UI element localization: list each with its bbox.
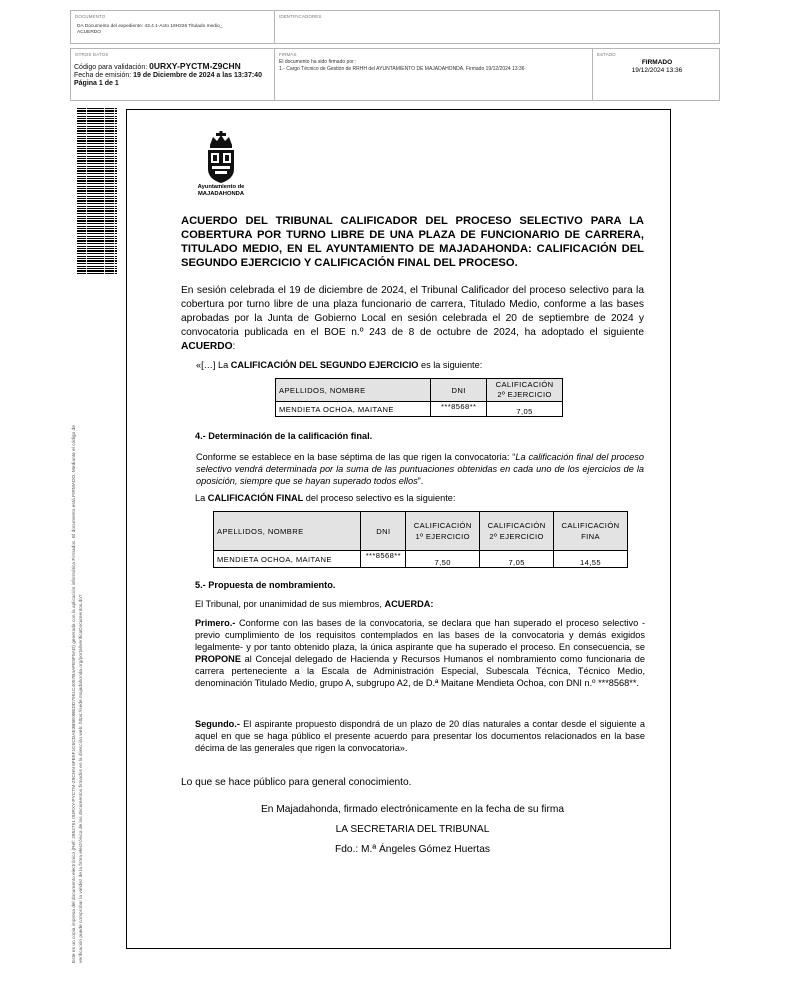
t1-name: MENDIETA OCHOA, MAITANE xyxy=(276,402,431,417)
signature-line3: Fdo.: M.ª Ángeles Gómez Huertas xyxy=(335,844,490,855)
signature-line2: LA SECRETARIA DEL TRIBUNAL xyxy=(335,824,490,835)
estado-date: 19/12/2024 13:36 xyxy=(631,67,683,74)
barcode xyxy=(77,108,117,276)
t2-first: 7,50 xyxy=(406,551,480,568)
emission-line: Fecha de emisión: 19 de Diciembre de 2024 a las 13:37:40 xyxy=(74,72,262,80)
t1-dni: ***8568** xyxy=(431,402,487,417)
segundo-paragraph: Segundo.- El aspirante propuesto dispondrá de un plazo de 20 días naturales a contar desde el siguiente a aquel en que se haga público el presente acuerdo para presentar los documentos relacionados en la base décima de las generales que rigen la convocatoria». xyxy=(195,719,645,753)
otros-datos-box xyxy=(70,48,275,101)
side-verification-text: Este es un copia impresa del documento electrónico (Ref: 2852761 0URXY-PYCTM-Z9CHN 6FE5F1C6CDAE3B5E0BEDD7951C4057B4AFE5F5AD) generada con la aplicación informática Firmadoc. El documento está FIRMADO. Mediante el código de verificación puede comprobar la validez de la firma electrónica de los documentos firmados en la dirección web: https://sede.majadahonda.org/portal/verificaDocumentos.do? xyxy=(72,425,84,963)
primero-paragraph: Primero.- Conforme con las bases de la convocatoria, se declara que han superado el proceso selectivo -previo cumplimiento de los requisitos contemplados en las bases de la convocatoria y demás exigidos legalmente- y por tanto obtenido plaza, la única aspirante que ha superado el proceso. En consecuencia, se PROPONE al Concejal delegado de Hacienda y Recursos Humanos el nombramiento como funcionaria de carrera perteneciente a la Escala de Administración Especial, Subescala Técnica, Técnico Medio, denominación Titulado Medio, grupo A, subgrupo A2, de D.ª Maitane Mendieta Ochoa, con DNI n.º ***8568**. xyxy=(195,618,645,688)
t1-header-name: APELLIDOS, NOMBRE xyxy=(276,379,431,402)
firmas-label: FIRMAS xyxy=(279,52,297,57)
emission-date: 19 de Diciembre de 2024 a las 13:37:40 xyxy=(133,72,262,80)
signature-line1: En Majadahonda, firmado electrónicamente en la fecha de su firma xyxy=(261,804,564,815)
t2-header-dni: DNI xyxy=(361,512,406,551)
otros-datos-label: OTROS DATOS xyxy=(75,52,109,57)
section4-heading: 4.- Determinación de la calificación final. xyxy=(195,431,373,441)
final-score-intro: La CALIFICACIÓN FINAL del proceso selectivo es la siguiente: xyxy=(195,493,456,503)
final-score-table xyxy=(213,511,628,568)
second-exercise-table xyxy=(275,378,563,417)
t2-second: 7,05 xyxy=(480,551,554,568)
validation-code: 0URXY-PYCTM-Z9CHN xyxy=(149,61,241,71)
t2-dni: ***8568** xyxy=(361,551,406,568)
t1-score: 7,05 xyxy=(487,402,563,417)
estado-box xyxy=(592,48,720,101)
firmas-signer: 1.- Cargo Técnico de Gestión de RRHH del AYUNTAMIENTO DE MAJADAHONDA. Firmado 19/12/2024 13:36 xyxy=(279,65,525,72)
document-title: ACUERDO DEL TRIBUNAL CALIFICADOR DEL PROCESO SELECTIVO PARA LA COBERTURA POR TURNO LIBRE DE UNA PLAZA DE FUNCIONARIO DE CARRERA, TITULADO MEDIO, EN EL AYUNTAMIENTO DE MAJADAHONDA: CALIFICACIÓN DEL SEGUNDO EJERCICIO Y CALIFICACIÓN FINAL DEL PROCESO. xyxy=(181,215,644,269)
documento-box xyxy=(70,10,275,44)
page-count: Página 1 de 1 xyxy=(74,80,119,88)
closing-line: Lo que se hace público para general conocimiento. xyxy=(181,777,412,788)
t2-final: 14,55 xyxy=(554,551,628,568)
t2-header-final: CALIFICACIÓN FINA xyxy=(554,512,628,551)
documento-name: DA Documento del expediente: 43.4.1-Acto 18H226 Titulado medio_ ACUERDO xyxy=(77,24,223,35)
table-row xyxy=(276,402,563,417)
firmas-box xyxy=(274,48,593,101)
identificadores-box xyxy=(274,10,720,44)
t2-header-second: CALIFICACIÓN 2º EJERCICIO xyxy=(480,512,554,551)
second-exercise-intro: «[…] La CALIFICACIÓN DEL SEGUNDO EJERCICIO es la siguiente: xyxy=(196,360,483,370)
validation-line: Código para validación: 0URXY-PYCTM-Z9CHN xyxy=(74,61,241,71)
section5-heading: 5.- Propuesta de nombramiento. xyxy=(195,580,336,590)
table-row xyxy=(214,551,628,568)
section5-acuerda: El Tribunal, por unanimidad de sus miembros, ACUERDA: xyxy=(195,599,434,609)
estado-value: FIRMADO xyxy=(641,59,673,66)
documento-label: DOCUMENTO xyxy=(75,14,106,19)
section4-paragraph: Conforme se establece en la base séptima de las que rigen la convocatoria: “La calificación final del proceso selectivo vendrá determinada por la suma de las puntuaciones obtenidas en cada uno de los ejercicios de la oposición, siempre que se hayan superado todos ellos”. xyxy=(196,452,644,486)
crest-name: Ayuntamiento de MAJADAHONDA xyxy=(197,184,245,197)
t1-header-score: CALIFICACIÓN 2º EJERCICIO xyxy=(487,379,563,402)
t2-name: MENDIETA OCHOA, MAITANE xyxy=(214,551,361,568)
estado-label: ESTADO xyxy=(597,52,616,57)
t2-header-first: CALIFICACIÓN 1º EJERCICIO xyxy=(406,512,480,551)
intro-paragraph: En sesión celebrada el 19 de diciembre de 2024, el Tribunal Calificador del proceso selectivo para la cobertura por turno libre de una plaza funcionario de carrera, Titulado Medio, conforme a las bases aprobadas por la Junta de Gobierno Local en sesión celebrada el 20 de septiembre de 2024 y convocatoria publicada en el BOE n.º 243 de 8 de octubre de 2024, ha adoptado el siguiente ACUERDO: xyxy=(181,285,644,352)
t1-header-dni: DNI xyxy=(431,379,487,402)
firmas-intro: El documento ha sido firmado por : xyxy=(279,59,357,65)
identificadores-label: IDENTIFICADORES xyxy=(279,14,322,19)
t2-header-name: APELLIDOS, NOMBRE xyxy=(214,512,361,551)
